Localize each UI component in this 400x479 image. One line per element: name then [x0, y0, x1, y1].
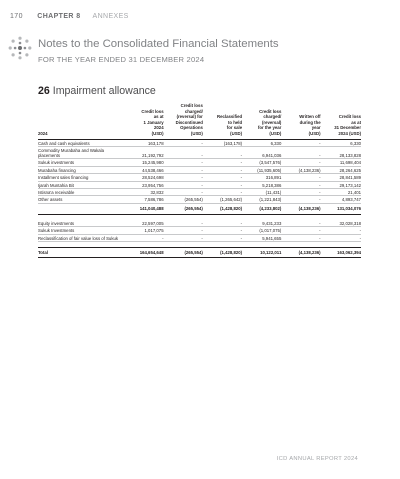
- cell-value: (4,138,236): [281, 203, 320, 214]
- cell-value: 28,524,698: [124, 174, 163, 181]
- cell-value: 32,832: [124, 189, 163, 196]
- cell-value: -: [203, 166, 242, 173]
- cell-value: -: [281, 220, 320, 227]
- cell-value: -: [281, 227, 320, 234]
- cell-value: -: [281, 139, 320, 146]
- cell-value: -: [321, 234, 361, 241]
- subtotal-row: [38, 203, 361, 214]
- cell-value: (4,138,236): [281, 247, 320, 257]
- cell-value: -: [281, 196, 320, 203]
- table-header-row: [38, 103, 361, 139]
- cell-value: -: [203, 181, 242, 188]
- cell-value: -: [203, 220, 242, 227]
- cell-value: 6,941,036: [242, 146, 281, 159]
- row-label: Ijarah Muntahia Bit: [38, 181, 124, 188]
- document-subtitle: FOR THE YEAR ENDED 31 DECEMBER 2024: [38, 55, 205, 64]
- row-label: Sukuk investments: [38, 159, 124, 166]
- cell-value: (4,138,236): [281, 166, 320, 173]
- cell-value: 163,178: [124, 139, 163, 146]
- cell-value: 28,841,589: [321, 174, 361, 181]
- row-label: Sukuk Investments: [38, 227, 124, 234]
- cell-value: -: [164, 181, 203, 188]
- cell-value: -: [164, 174, 203, 181]
- cell-value: (265,554): [164, 203, 203, 214]
- cell-value: (1,428,820): [203, 203, 242, 214]
- table-row: [38, 220, 361, 227]
- cell-value: -: [281, 146, 320, 159]
- cell-value: -: [281, 181, 320, 188]
- cell-value: -: [281, 159, 320, 166]
- cell-value: 1,017,075: [124, 227, 163, 234]
- cell-value: 29,173,142: [321, 181, 361, 188]
- cell-value: -: [164, 139, 203, 146]
- row-label: Other assets: [38, 196, 124, 203]
- cell-value: 21,192,792: [124, 146, 163, 159]
- row-label: Cash and cash equivalents: [38, 139, 124, 146]
- cell-value: 32,028,318: [321, 220, 361, 227]
- cell-value: 316,891: [242, 174, 281, 181]
- cell-value: -: [164, 234, 203, 241]
- chapter-label: CHAPTER 8: [37, 13, 81, 20]
- table-row: [38, 181, 361, 188]
- cell-value: 141,040,488: [124, 203, 163, 214]
- row-label: Equity investments: [38, 220, 124, 227]
- cell-value: 28,264,625: [321, 166, 361, 173]
- cell-value: -: [203, 159, 242, 166]
- cell-value: -: [281, 174, 320, 181]
- cell-value: (1,428,820): [203, 247, 242, 257]
- table-row: [38, 174, 361, 181]
- cell-value: -: [164, 227, 203, 234]
- cell-value: (163,178): [203, 139, 242, 146]
- row-label: Total: [38, 247, 124, 257]
- cell-value: -: [203, 234, 242, 241]
- table-row: [38, 189, 361, 196]
- cell-value: 11,698,404: [321, 159, 361, 166]
- cell-value: (1,017,075): [242, 227, 281, 234]
- cell-value: -: [203, 146, 242, 159]
- cell-value: -: [164, 189, 203, 196]
- cell-value: 5,941,655: [242, 234, 281, 241]
- running-header: [10, 13, 129, 20]
- cell-value: (4,233,802): [242, 203, 281, 214]
- total-row: [38, 247, 361, 257]
- row-label: Commodity Murabaha and Wakala placements: [38, 146, 124, 159]
- organization-logo-icon: [8, 36, 32, 60]
- row-label: Istisna'a receivable: [38, 189, 124, 196]
- table-row: [38, 146, 361, 159]
- cell-value: -: [321, 227, 361, 234]
- cell-value: 9,431,233: [242, 220, 281, 227]
- column-header-discontinued: Credit loss charged/ (reversal) for Discontinued Operations (USD): [175, 103, 203, 136]
- table-row: [38, 234, 361, 241]
- cell-value: -: [124, 234, 163, 241]
- cell-value: (265,554): [164, 196, 203, 203]
- section-label: ANNEXES: [92, 13, 129, 20]
- column-header-year: 2024: [38, 130, 48, 136]
- document-title: Notes to the Consolidated Financial Statements: [38, 38, 279, 50]
- cell-value: 6,330: [242, 139, 281, 146]
- cell-value: (1,265,642): [203, 196, 242, 203]
- table-row: [38, 159, 361, 166]
- cell-value: 4,893,747: [321, 196, 361, 203]
- cell-value: -: [203, 189, 242, 196]
- cell-value: (265,554): [164, 247, 203, 257]
- cell-value: -: [164, 166, 203, 173]
- cell-value: 22,597,005: [124, 220, 163, 227]
- cell-value: 28,133,828: [321, 146, 361, 159]
- cell-value: 5,218,386: [242, 181, 281, 188]
- table-row: [38, 139, 361, 146]
- column-header-written-off: Written off during the year (USD): [299, 114, 321, 136]
- cell-value: -: [164, 159, 203, 166]
- cell-value: (1,221,843): [242, 196, 281, 203]
- impairment-allowance-table: [38, 103, 361, 258]
- report-footer: ICD ANNUAL REPORT 2024: [276, 456, 358, 462]
- column-header-closing: Credit loss as at 31 December 2024 (USD): [334, 114, 361, 136]
- cell-value: 44,538,466: [124, 166, 163, 173]
- row-label: [38, 203, 124, 214]
- column-header-opening: Credit loss as at 1 January 2024 (USD): [141, 108, 164, 136]
- row-label: Murabaha financing: [38, 166, 124, 173]
- cell-value: 6,330: [321, 139, 361, 146]
- cell-value: -: [203, 174, 242, 181]
- row-label: Reclassification of fair value loss of Sukuk: [38, 234, 124, 241]
- note-title: Impairment allowance: [52, 85, 156, 97]
- row-label: Installment sales financing: [38, 174, 124, 181]
- table-row: [38, 166, 361, 173]
- cell-value: 163,062,394: [321, 247, 361, 257]
- cell-value: -: [164, 220, 203, 227]
- cell-value: 21,401: [321, 189, 361, 196]
- cell-value: -: [281, 189, 320, 196]
- column-header-held-for-sale: Reclassified to held for sale (USD): [217, 114, 243, 136]
- table-row: [38, 227, 361, 234]
- cell-value: (3,547,576): [242, 159, 281, 166]
- cell-value: 7,586,786: [124, 196, 163, 203]
- cell-value: 164,654,648: [124, 247, 163, 257]
- note-heading: [38, 85, 156, 97]
- table-row: [38, 196, 361, 203]
- cell-value: 131,034,076: [321, 203, 361, 214]
- cell-value: 15,245,980: [124, 159, 163, 166]
- page-number: 170: [10, 13, 23, 20]
- cell-value: 10,122,011: [242, 247, 281, 257]
- note-number: 26: [38, 85, 50, 97]
- cell-value: -: [281, 234, 320, 241]
- column-header-charge: Credit loss charged/ (reversal) for the year (USD): [257, 108, 282, 136]
- cell-value: -: [203, 227, 242, 234]
- cell-value: (11,431): [242, 189, 281, 196]
- cell-value: 23,954,756: [124, 181, 163, 188]
- cell-value: -: [164, 146, 203, 159]
- cell-value: (11,935,605): [242, 166, 281, 173]
